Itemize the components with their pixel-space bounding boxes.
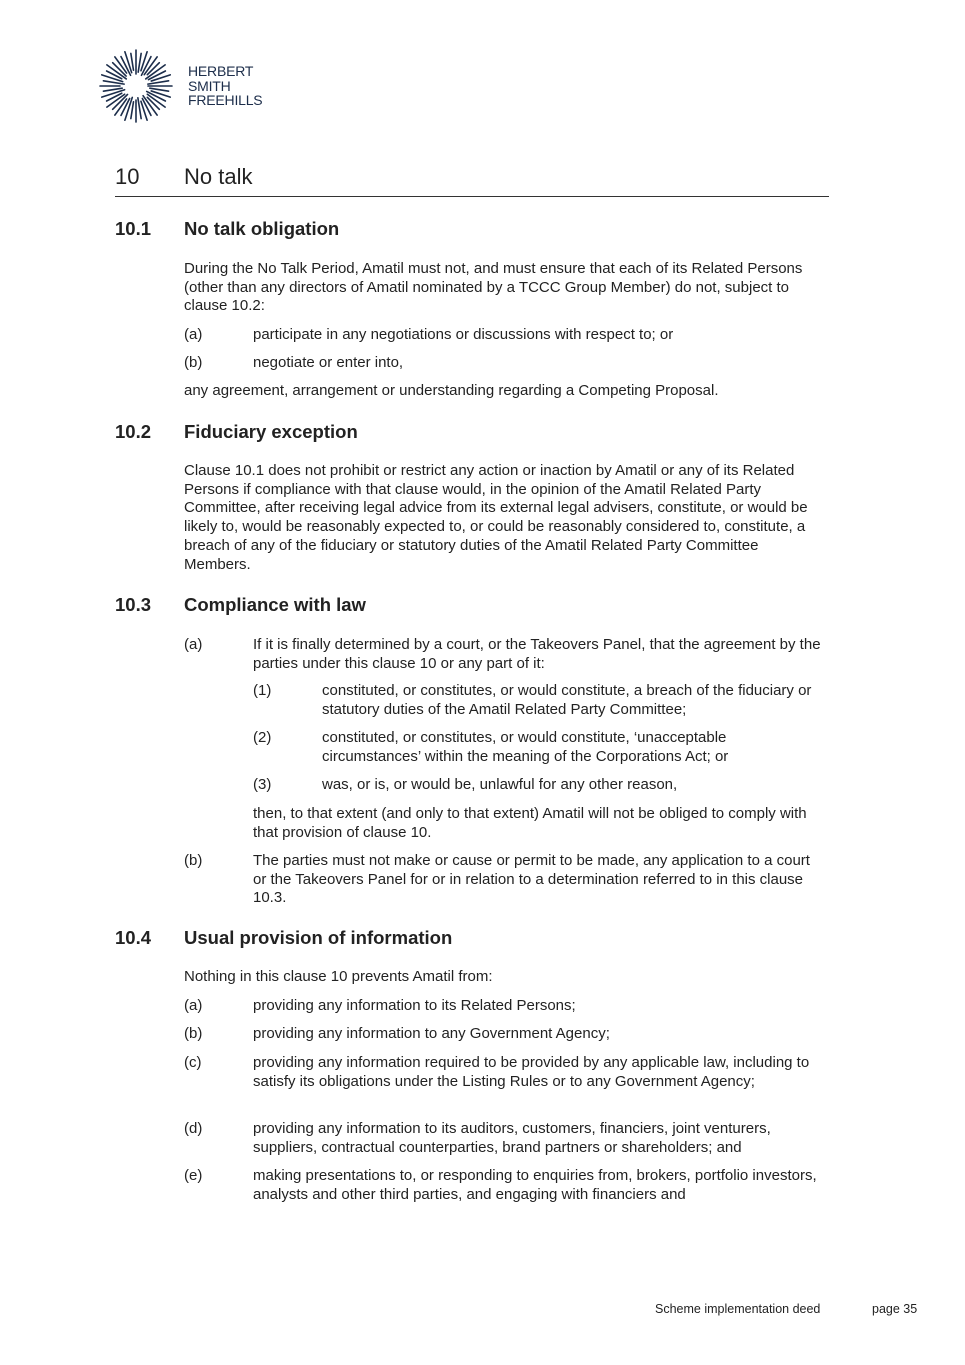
item-label: (c) bbox=[184, 1054, 202, 1071]
item-label: (b) bbox=[184, 852, 203, 869]
chapter-number: 10 bbox=[115, 164, 140, 189]
item-text: The parties must not make or cause or permit to be made, any application to a court or the Takeovers Panel for or in relation to a determination referred to in this clause 10.3. bbox=[253, 852, 810, 907]
item-text: providing any information to any Government Agency; bbox=[253, 1025, 610, 1042]
item-text: participate in any negotiations or discussions with respect to; or bbox=[253, 326, 674, 343]
item-label: (b) bbox=[184, 1025, 203, 1042]
item-text: was, or is, or would be, unlawful for any other reason, bbox=[322, 776, 678, 793]
sunburst-ray bbox=[151, 91, 170, 97]
sunburst-ray bbox=[131, 53, 134, 70]
item-text: making presentations to, or responding to enquiries from, brokers, portfolio investors, analysts and other third parties, and engaging with financiers and bbox=[253, 1167, 817, 1203]
item-label: (a) bbox=[184, 326, 203, 343]
item-text: providing any information required to be provided by any applicable law, including to satisfy its obligations under the Listing Rules or to any Government Agency; bbox=[253, 1054, 810, 1090]
sunburst-ray bbox=[151, 75, 170, 81]
footer-page-number: page 35 bbox=[872, 1302, 918, 1316]
section-number: 10.3 bbox=[115, 594, 152, 615]
logo-line-3: FREEHILLS bbox=[188, 92, 263, 108]
chapter-title: No talk bbox=[184, 164, 253, 189]
item-label: (e) bbox=[184, 1167, 203, 1184]
section-title: Compliance with law bbox=[184, 594, 366, 615]
section-10-1-outro: any agreement, arrangement or understanding regarding a Competing Proposal. bbox=[184, 382, 719, 399]
item-text: If it is finally determined by a court, or the Takeovers Panel, that the agreement by the parties under this clause 10 or any part of it: bbox=[253, 636, 821, 672]
section-number: 10.2 bbox=[115, 421, 152, 442]
section-10-1-intro: During the No Talk Period, Amatil must not, and must ensure that each of its Related Persons (other than any directors of Amatil nominated by a TCCC Group Member) do not, subject to clause 10.2: bbox=[184, 260, 803, 315]
section-number: 10.1 bbox=[115, 218, 152, 239]
sunburst-ray bbox=[131, 102, 134, 119]
section-title: Fiduciary exception bbox=[184, 421, 358, 442]
section-10-2-body: Clause 10.1 does not prohibit or restrict any action or inaction by Amatil or any of its Related Persons if compliance with that clause would, in the opinion of the Amatil Related Party Committee, after receiving legal advice from its external legal advisers, constitute, or would be likely to, would be reasonably expected to, or could be reasonably considered to, constitute, a breach of any of the fiduciary or statutory duties of the Amatil Related Party Committee Members. bbox=[184, 462, 808, 573]
section-number: 10.4 bbox=[115, 927, 152, 948]
item-label: (a) bbox=[184, 997, 203, 1014]
item-text: constituted, or constitutes, or would constitute, a breach of the fiduciary or statutory duties of the Amatil Related Party Committee; bbox=[322, 682, 812, 718]
sunburst-ray bbox=[141, 101, 147, 120]
item-text: providing any information to its auditors, customers, financiers, joint venturers, suppliers, contractual counterparties, brand partners or shareholders; and bbox=[253, 1120, 771, 1156]
logo-line-2: SMITH bbox=[188, 77, 231, 94]
item-label: (d) bbox=[184, 1120, 203, 1137]
item-text: providing any information to its Related Persons; bbox=[253, 997, 576, 1014]
chapter-heading bbox=[115, 162, 829, 197]
item-label: (1) bbox=[253, 682, 272, 699]
item-label: (3) bbox=[253, 776, 272, 793]
section-10-3-then: then, to that extent (and only to that extent) Amatil will not be obliged to comply with that provision of clause 10. bbox=[253, 805, 807, 841]
logo-wordmark bbox=[188, 64, 262, 108]
section-title: Usual provision of information bbox=[184, 927, 453, 948]
item-text: negotiate or enter into, bbox=[253, 354, 404, 371]
company-logo bbox=[96, 48, 286, 128]
item-label: (b) bbox=[184, 354, 203, 371]
section-title: No talk obligation bbox=[184, 218, 340, 239]
sunburst-ray bbox=[141, 52, 147, 71]
item-text: constituted, or constitutes, or would constitute, ‘unacceptable circumstances’ within the meaning of the Corporations Act; or bbox=[322, 729, 729, 765]
footer-doc-title: Scheme implementation deed bbox=[655, 1302, 821, 1316]
sunburst-logo-icon bbox=[96, 48, 176, 128]
logo-line-1: HERBERT bbox=[188, 63, 254, 79]
item-label: (a) bbox=[184, 636, 203, 653]
section-10-4-intro: Nothing in this clause 10 prevents Amatil from: bbox=[184, 968, 493, 985]
item-label: (2) bbox=[253, 729, 272, 746]
